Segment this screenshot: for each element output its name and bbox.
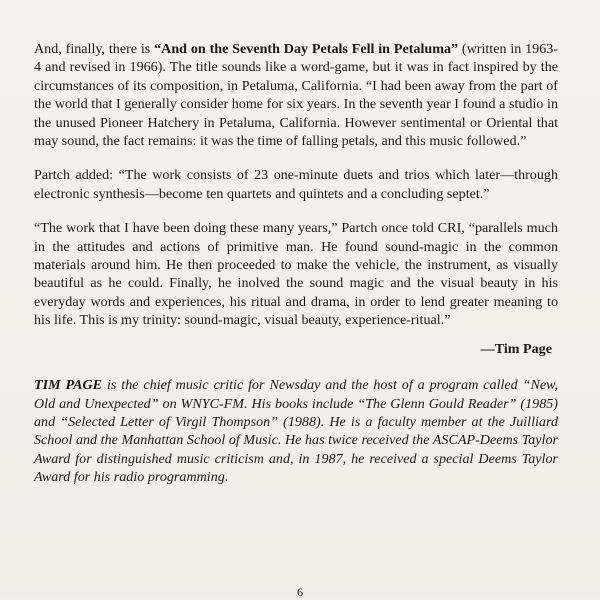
author-signature: —Tim Page xyxy=(480,340,552,357)
page-number: 6 xyxy=(297,585,303,599)
paragraph-body: (written in 1963-4 and revised in 1966). The title sounds like a word-game, but it was in fact inspired by the circumstances of its composition, in Petaluma, California. “I had been away from the part of the world that I generally consider home for six years. In the seventh year I found a studio in the unused Pioneer Hatchery in Petaluma, California. However sentimental or Oriental that may sound, the fact remains: it was the time of falling petals, and this music followed.” xyxy=(34,41,559,150)
paragraph-intro: And, finally, there is xyxy=(34,41,155,57)
author-name: TIM PAGE xyxy=(34,377,103,394)
text-column xyxy=(34,40,558,503)
work-title: “And on the Seventh Day Petals Fell in Petaluma” xyxy=(154,41,459,57)
paragraph-partch-added: Partch added: “The work consists of 23 one-minute duets and trios which later—through electronic synthesis—become ten quartets and quintets and a concluding septet.” xyxy=(34,167,558,202)
paragraph-trinity-quote: “The work that I have been doing these many years,” Partch once told CRI, “parallels much in the attitudes and actions of primitive man. He found sound-magic in the common materials around him. He then proceeded to make the vehicle, the instrument, as visually beautiful as he could. Finally, he inolved the sound magic and the visual beauty in his everyday words and experiences, his ritual and drama, in order to lend greater meaning to his life. This is my trinity: sound-magic, visual beauty, experience-ritual.” xyxy=(34,220,558,329)
paragraph-petaluma xyxy=(34,40,558,150)
bio-text: is the chief music critic for Newsday and the host of a program called “New, Old and Unexpected” on WNYC-FM. His books include “The Glenn Gould Reader” (1985) and “Selected Letter of Virgil Thompson” (1988). He is a faculty member at the Juilliard School and the Manhattan School of Music. He has twice received the ASCAP-Deems Taylor Award for distinguished music criticism and, in 1987, he received a special Deems Taylor Award for his radio programming. xyxy=(34,377,558,486)
author-bio xyxy=(34,376,558,486)
